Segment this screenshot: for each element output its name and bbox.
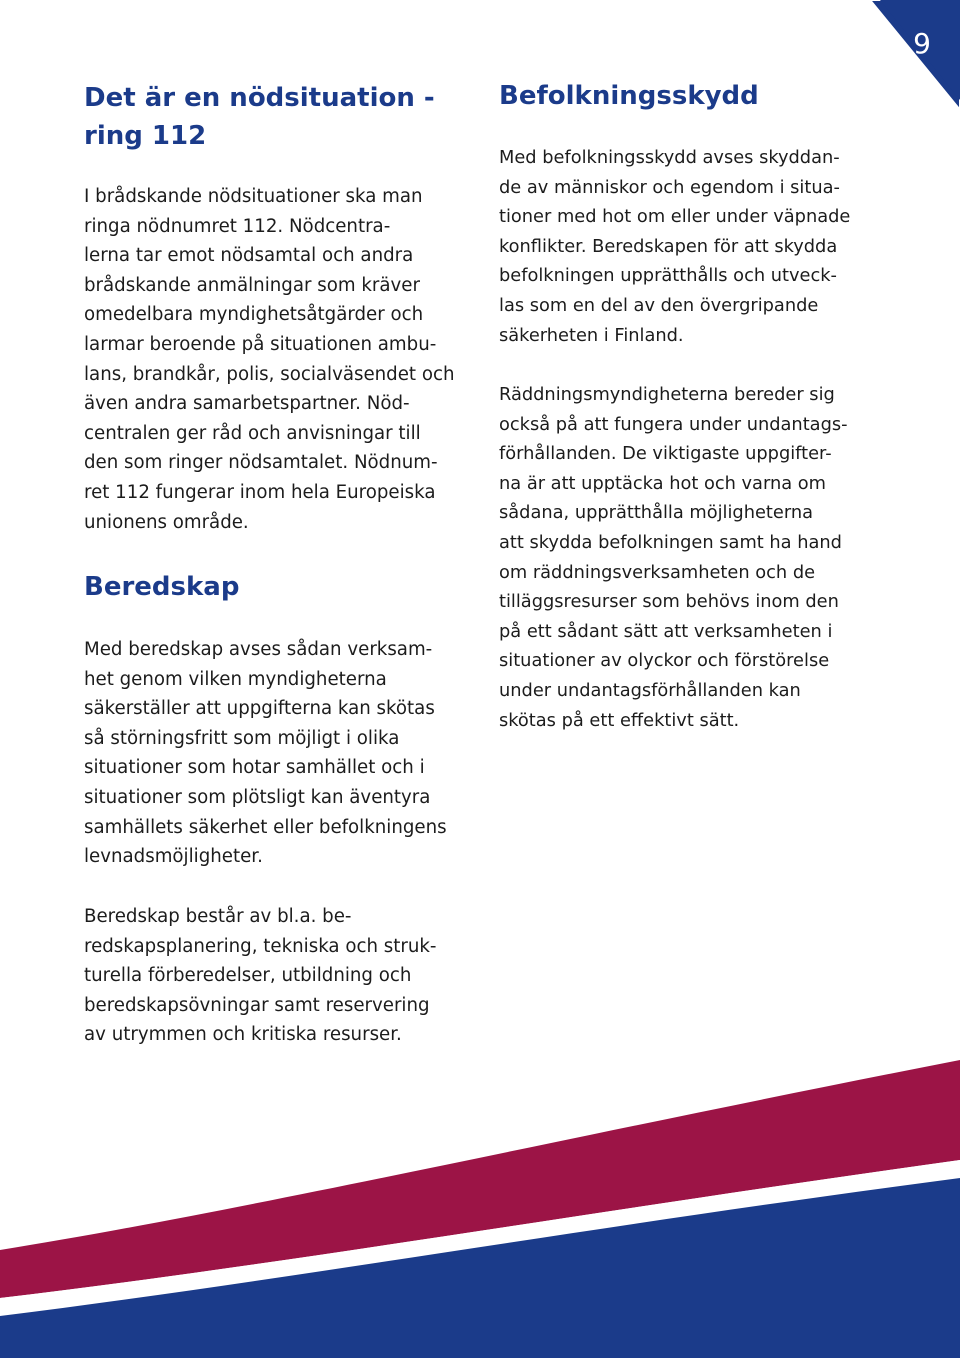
paragraph-emergency: I brådskande nödsituationer ska man ringa nödnumret 112. Nödcentra- lerna tar emot nödsamtal och andra brådskande anmälningar som kräver omedelbara myndighetsåtgärder och larmar beroende på situationen ambu- lans, brandkår, polis, socialväsendet och även andra samarbetspartner. Nöd- centralen ger råd och anvisningar till den som ringer nödsamtalet. Nödnum- ret 112 fungerar inom hela Europeiska unionens område. xyxy=(84,186,455,533)
page-number: 9 xyxy=(913,27,931,60)
paragraph-civil-defence-definition: Med befolkningsskydd avses skyddan- de av människor och egendom i situa- tioner med hot om eller under väpnade konflikter. Beredskapen för att skydda befolkningen upprätthålls och utveck- las som en del av den övergripande säkerheten i Finland. xyxy=(499,147,851,346)
heading-civil-defence: Befolkningsskydd xyxy=(499,81,759,111)
heading-preparedness: Beredskap xyxy=(84,572,240,602)
bottom-wave-decoration xyxy=(0,1060,960,1358)
paragraph-rescue-authorities: Räddningsmyndigheterna bereder sig också på att fungera under undantags- förhållanden. De viktigaste uppgifter- na är att upptäcka hot och varna om sådana, upprätthålla möjligheterna att skydda befolkningen samt ha hand om räddningsverksamheten och de tilläggsresurser som behövs inom den på ett sådant sätt att verksamheten i situationer av olyckor och förstörelse under undantagsförhållanden kan skötas på ett effektivt sätt. xyxy=(499,384,848,731)
heading-emergency: Det är en nödsituation - ring 112 xyxy=(84,83,435,151)
paragraph-preparedness-components: Beredskap består av bl.a. be- redskapsplanering, tekniska och struk- turella förberedelser, utbildning och beredskapsövningar samt reservering av utrymmen och kritiska resurser. xyxy=(84,906,437,1046)
paragraph-preparedness-definition: Med beredskap avses sådan verksam- het genom vilken myndigheterna säkerställer att uppgifterna kan skötas så störningsfritt som möjligt i olika situationer som hotar samhället och i situationer som plötsligt kan äventyra samhällets säkerhet eller befolkningens levnadsmöjligheter. xyxy=(84,639,447,868)
